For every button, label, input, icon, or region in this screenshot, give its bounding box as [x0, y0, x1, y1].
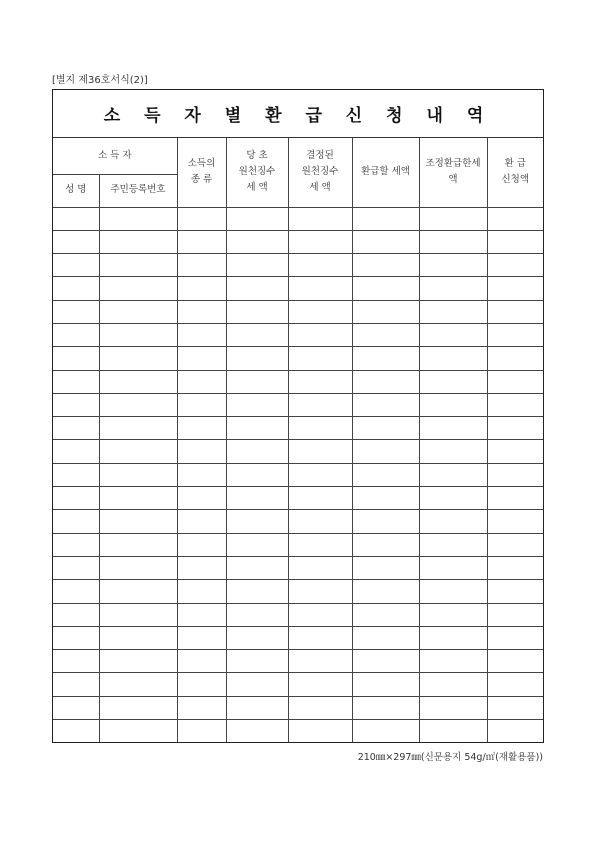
- initial-tax-cell[interactable]: [226, 720, 288, 743]
- name-cell[interactable]: [53, 300, 99, 323]
- name-cell[interactable]: [53, 603, 99, 626]
- income-type-cell[interactable]: [177, 580, 226, 603]
- table-row: [53, 603, 543, 626]
- adjusted-refund-line-1: 조정환급한세: [425, 158, 481, 170]
- adjusted-refund-cell[interactable]: [419, 370, 487, 393]
- adjusted-refund-cell[interactable]: [419, 207, 487, 230]
- income-type-cell[interactable]: [177, 440, 226, 463]
- table-row: [53, 347, 543, 370]
- initial-tax-cell[interactable]: [226, 673, 288, 696]
- refund-apply-cell[interactable]: [487, 207, 543, 230]
- initial-tax-cell[interactable]: [226, 300, 288, 323]
- income-type-cell[interactable]: [177, 230, 226, 253]
- name-cell[interactable]: [53, 370, 99, 393]
- income-type-cell[interactable]: [177, 463, 226, 486]
- adjusted-refund-cell[interactable]: [419, 230, 487, 253]
- initial-tax-cell[interactable]: [226, 626, 288, 649]
- refund-apply-cell[interactable]: [487, 533, 543, 556]
- table-row: [53, 673, 543, 696]
- refund-tax-cell[interactable]: [352, 323, 419, 346]
- table-row: [53, 650, 543, 673]
- determined-tax-cell[interactable]: [288, 673, 352, 696]
- resident-no-cell[interactable]: [99, 510, 177, 533]
- refund-apply-cell[interactable]: [487, 393, 543, 416]
- determined-tax-cell[interactable]: [288, 603, 352, 626]
- income-type-cell[interactable]: [177, 277, 226, 300]
- form-number-label: [별지 제36호서식(2)]: [52, 75, 148, 86]
- initial-tax-line-3: 세 액: [246, 182, 268, 194]
- initial-tax-cell[interactable]: [226, 556, 288, 579]
- refund-apply-cell[interactable]: [487, 580, 543, 603]
- income-type-cell[interactable]: [177, 393, 226, 416]
- determined-tax-cell[interactable]: [288, 347, 352, 370]
- initial-tax-cell[interactable]: [226, 463, 288, 486]
- name-cell[interactable]: [53, 487, 99, 510]
- income-type-cell[interactable]: [177, 347, 226, 370]
- adjusted-refund-cell[interactable]: [419, 533, 487, 556]
- name-cell[interactable]: [53, 347, 99, 370]
- refund-tax-cell[interactable]: [352, 533, 419, 556]
- adjusted-refund-cell[interactable]: [419, 417, 487, 440]
- determined-tax-cell[interactable]: [288, 277, 352, 300]
- income-type-cell[interactable]: [177, 673, 226, 696]
- resident-no-cell[interactable]: [99, 207, 177, 230]
- determined-tax-cell[interactable]: [288, 300, 352, 323]
- name-cell[interactable]: [53, 696, 99, 719]
- income-type-line-1: 소득의: [187, 158, 216, 170]
- adjusted-refund-cell[interactable]: [419, 347, 487, 370]
- determined-tax-cell[interactable]: [288, 393, 352, 416]
- adjusted-refund-cell[interactable]: [419, 463, 487, 486]
- refund-apply-cell[interactable]: [487, 603, 543, 626]
- adjusted-refund-cell[interactable]: [419, 650, 487, 673]
- refund-apply-cell[interactable]: [487, 556, 543, 579]
- title-box: [53, 90, 543, 138]
- determined-tax-cell[interactable]: [288, 370, 352, 393]
- table-row: [53, 440, 543, 463]
- refund-apply-line-1: 환 급: [504, 158, 526, 170]
- table-row: [53, 533, 543, 556]
- earner-group-label: 소 득 자: [97, 149, 132, 161]
- adjusted-refund-cell[interactable]: [419, 510, 487, 533]
- refund-apply-cell[interactable]: [487, 673, 543, 696]
- determined-tax-line-2: 원천징수: [301, 166, 339, 178]
- table-row: [53, 720, 543, 743]
- refund-apply-cell[interactable]: [487, 277, 543, 300]
- income-type-cell[interactable]: [177, 510, 226, 533]
- refund-tax-cell[interactable]: [352, 393, 419, 416]
- initial-tax-cell[interactable]: [226, 487, 288, 510]
- determined-tax-cell[interactable]: [288, 626, 352, 649]
- determined-tax-line-3: 세 액: [309, 182, 331, 194]
- resident-no-cell[interactable]: [99, 300, 177, 323]
- table-row: [53, 370, 543, 393]
- adjusted-refund-cell[interactable]: [419, 673, 487, 696]
- initial-tax-header: [226, 138, 288, 207]
- refund-tax-cell[interactable]: [352, 580, 419, 603]
- initial-tax-line-1: 당 초: [246, 150, 268, 162]
- name-cell[interactable]: [53, 580, 99, 603]
- refund-tax-cell[interactable]: [352, 673, 419, 696]
- initial-tax-cell[interactable]: [226, 533, 288, 556]
- resident-no-cell[interactable]: [99, 696, 177, 719]
- refund-apply-cell[interactable]: [487, 487, 543, 510]
- refund-tax-header: [352, 138, 419, 207]
- refund-apply-cell[interactable]: [487, 720, 543, 743]
- refund-tax-cell[interactable]: [352, 440, 419, 463]
- adjusted-refund-cell[interactable]: [419, 696, 487, 719]
- adjusted-refund-cell[interactable]: [419, 603, 487, 626]
- income-type-cell[interactable]: [177, 626, 226, 649]
- determined-tax-line-1: 결정된: [306, 150, 334, 162]
- resident-no-cell[interactable]: [99, 673, 177, 696]
- resident-no-header: 주민등록번호: [99, 174, 177, 207]
- table-row: [53, 300, 543, 323]
- income-type-cell[interactable]: [177, 650, 226, 673]
- table-body: [53, 207, 543, 742]
- determined-tax-header: [288, 138, 352, 207]
- refund-tax-cell[interactable]: [352, 650, 419, 673]
- initial-tax-cell[interactable]: [226, 207, 288, 230]
- refund-apply-line-2: 신청액: [501, 174, 530, 186]
- table-row: [53, 393, 543, 416]
- table-row: [53, 254, 543, 277]
- initial-tax-cell[interactable]: [226, 230, 288, 253]
- adjusted-refund-cell[interactable]: [419, 720, 487, 743]
- resident-no-cell[interactable]: [99, 230, 177, 253]
- adjusted-refund-cell[interactable]: [419, 393, 487, 416]
- income-type-cell[interactable]: [177, 207, 226, 230]
- refund-apply-cell[interactable]: [487, 254, 543, 277]
- adjusted-refund-cell[interactable]: [419, 626, 487, 649]
- determined-tax-cell[interactable]: [288, 230, 352, 253]
- form-title: 소 득 자 별 환 급 신 청 내 역: [103, 106, 493, 126]
- initial-tax-line-2: 원천징수: [238, 166, 276, 178]
- resident-no-cell[interactable]: [99, 603, 177, 626]
- name-cell[interactable]: [53, 556, 99, 579]
- name-cell[interactable]: [53, 510, 99, 533]
- name-cell[interactable]: [53, 323, 99, 346]
- income-type-cell[interactable]: [177, 417, 226, 440]
- table-row: [53, 463, 543, 486]
- determined-tax-cell[interactable]: [288, 323, 352, 346]
- header-row-1: [53, 138, 543, 174]
- adjusted-refund-line-2: 액: [448, 174, 458, 186]
- determined-tax-cell[interactable]: [288, 720, 352, 743]
- income-type-cell[interactable]: [177, 370, 226, 393]
- name-cell[interactable]: [53, 440, 99, 463]
- refund-apply-cell[interactable]: [487, 440, 543, 463]
- table-row: [53, 323, 543, 346]
- refund-tax-label: 환급할 세액: [361, 166, 410, 178]
- name-cell[interactable]: [53, 393, 99, 416]
- table-row: [53, 487, 543, 510]
- refund-apply-cell[interactable]: [487, 230, 543, 253]
- determined-tax-cell[interactable]: [288, 533, 352, 556]
- adjusted-refund-cell[interactable]: [419, 277, 487, 300]
- refund-tax-cell[interactable]: [352, 370, 419, 393]
- name-header: 성 명: [53, 174, 99, 207]
- name-cell[interactable]: [53, 254, 99, 277]
- determined-tax-cell[interactable]: [288, 510, 352, 533]
- refund-tax-cell[interactable]: [352, 626, 419, 649]
- resident-no-cell[interactable]: [99, 277, 177, 300]
- refund-tax-cell[interactable]: [352, 487, 419, 510]
- refund-apply-cell[interactable]: [487, 370, 543, 393]
- income-type-cell[interactable]: [177, 254, 226, 277]
- resident-no-cell[interactable]: [99, 393, 177, 416]
- refund-apply-cell[interactable]: [487, 323, 543, 346]
- initial-tax-cell[interactable]: [226, 417, 288, 440]
- determined-tax-cell[interactable]: [288, 650, 352, 673]
- adjusted-refund-cell[interactable]: [419, 254, 487, 277]
- table-row: [53, 510, 543, 533]
- refund-tax-cell[interactable]: [352, 230, 419, 253]
- refund-tax-cell[interactable]: [352, 207, 419, 230]
- refund-apply-cell[interactable]: [487, 300, 543, 323]
- table-row: [53, 556, 543, 579]
- determined-tax-cell[interactable]: [288, 696, 352, 719]
- initial-tax-cell[interactable]: [226, 440, 288, 463]
- adjusted-refund-header: [419, 138, 487, 207]
- refund-tax-cell[interactable]: [352, 277, 419, 300]
- adjusted-refund-cell[interactable]: [419, 323, 487, 346]
- name-cell[interactable]: [53, 277, 99, 300]
- determined-tax-cell[interactable]: [288, 463, 352, 486]
- name-cell[interactable]: [53, 650, 99, 673]
- initial-tax-cell[interactable]: [226, 254, 288, 277]
- refund-tax-cell[interactable]: [352, 556, 419, 579]
- refund-apply-cell[interactable]: [487, 417, 543, 440]
- determined-tax-cell[interactable]: [288, 487, 352, 510]
- income-type-cell[interactable]: [177, 720, 226, 743]
- refund-table: [53, 138, 543, 742]
- resident-no-cell[interactable]: [99, 556, 177, 579]
- determined-tax-cell[interactable]: [288, 556, 352, 579]
- initial-tax-cell[interactable]: [226, 580, 288, 603]
- refund-apply-cell[interactable]: [487, 347, 543, 370]
- refund-tax-cell[interactable]: [352, 603, 419, 626]
- initial-tax-cell[interactable]: [226, 650, 288, 673]
- name-cell[interactable]: [53, 207, 99, 230]
- resident-no-cell[interactable]: [99, 440, 177, 463]
- name-cell[interactable]: [53, 417, 99, 440]
- initial-tax-cell[interactable]: [226, 370, 288, 393]
- resident-no-cell[interactable]: [99, 254, 177, 277]
- refund-tax-cell[interactable]: [352, 417, 419, 440]
- name-cell[interactable]: [53, 720, 99, 743]
- adjusted-refund-cell[interactable]: [419, 440, 487, 463]
- initial-tax-cell[interactable]: [226, 277, 288, 300]
- refund-apply-cell[interactable]: [487, 463, 543, 486]
- income-type-cell[interactable]: [177, 300, 226, 323]
- initial-tax-cell[interactable]: [226, 393, 288, 416]
- refund-apply-cell[interactable]: [487, 650, 543, 673]
- table-row: [53, 277, 543, 300]
- refund-tax-cell[interactable]: [352, 510, 419, 533]
- initial-tax-cell[interactable]: [226, 696, 288, 719]
- table-row: [53, 580, 543, 603]
- refund-tax-cell[interactable]: [352, 720, 419, 743]
- income-type-line-2: 종 류: [190, 174, 213, 186]
- paper-spec-footer: 210㎜×297㎜(신문용지 54g/㎡(재활용품)): [357, 752, 543, 763]
- refund-apply-cell[interactable]: [487, 626, 543, 649]
- income-type-cell[interactable]: [177, 533, 226, 556]
- determined-tax-cell[interactable]: [288, 254, 352, 277]
- income-type-cell[interactable]: [177, 556, 226, 579]
- determined-tax-cell[interactable]: [288, 440, 352, 463]
- income-type-cell[interactable]: [177, 323, 226, 346]
- refund-tax-cell[interactable]: [352, 696, 419, 719]
- table-row: [53, 207, 543, 230]
- name-cell[interactable]: [53, 626, 99, 649]
- resident-no-cell[interactable]: [99, 370, 177, 393]
- refund-tax-cell[interactable]: [352, 347, 419, 370]
- adjusted-refund-cell[interactable]: [419, 580, 487, 603]
- table-row: [53, 696, 543, 719]
- name-cell[interactable]: [53, 533, 99, 556]
- resident-no-cell[interactable]: [99, 533, 177, 556]
- resident-no-cell[interactable]: [99, 580, 177, 603]
- income-type-header: [177, 138, 226, 207]
- form-frame: [52, 89, 544, 743]
- refund-apply-cell[interactable]: [487, 510, 543, 533]
- refund-tax-cell[interactable]: [352, 254, 419, 277]
- adjusted-refund-cell[interactable]: [419, 556, 487, 579]
- income-type-cell[interactable]: [177, 603, 226, 626]
- income-type-cell[interactable]: [177, 487, 226, 510]
- income-type-cell[interactable]: [177, 696, 226, 719]
- resident-no-cell[interactable]: [99, 626, 177, 649]
- resident-no-cell[interactable]: [99, 487, 177, 510]
- initial-tax-cell[interactable]: [226, 323, 288, 346]
- refund-tax-cell[interactable]: [352, 463, 419, 486]
- name-cell[interactable]: [53, 463, 99, 486]
- determined-tax-cell[interactable]: [288, 417, 352, 440]
- determined-tax-cell[interactable]: [288, 580, 352, 603]
- initial-tax-cell[interactable]: [226, 510, 288, 533]
- refund-apply-header: [487, 138, 543, 207]
- earner-group-header: [53, 138, 177, 174]
- refund-apply-cell[interactable]: [487, 696, 543, 719]
- resident-no-cell[interactable]: [99, 417, 177, 440]
- resident-no-cell[interactable]: [99, 720, 177, 743]
- table-row: [53, 417, 543, 440]
- table-row: [53, 626, 543, 649]
- resident-no-cell[interactable]: [99, 347, 177, 370]
- resident-no-cell[interactable]: [99, 650, 177, 673]
- name-cell[interactable]: [53, 673, 99, 696]
- name-cell[interactable]: [53, 230, 99, 253]
- resident-no-cell[interactable]: [99, 463, 177, 486]
- adjusted-refund-cell[interactable]: [419, 487, 487, 510]
- initial-tax-cell[interactable]: [226, 603, 288, 626]
- refund-tax-cell[interactable]: [352, 300, 419, 323]
- table-row: [53, 230, 543, 253]
- resident-no-cell[interactable]: [99, 323, 177, 346]
- determined-tax-cell[interactable]: [288, 207, 352, 230]
- adjusted-refund-cell[interactable]: [419, 300, 487, 323]
- initial-tax-cell[interactable]: [226, 347, 288, 370]
